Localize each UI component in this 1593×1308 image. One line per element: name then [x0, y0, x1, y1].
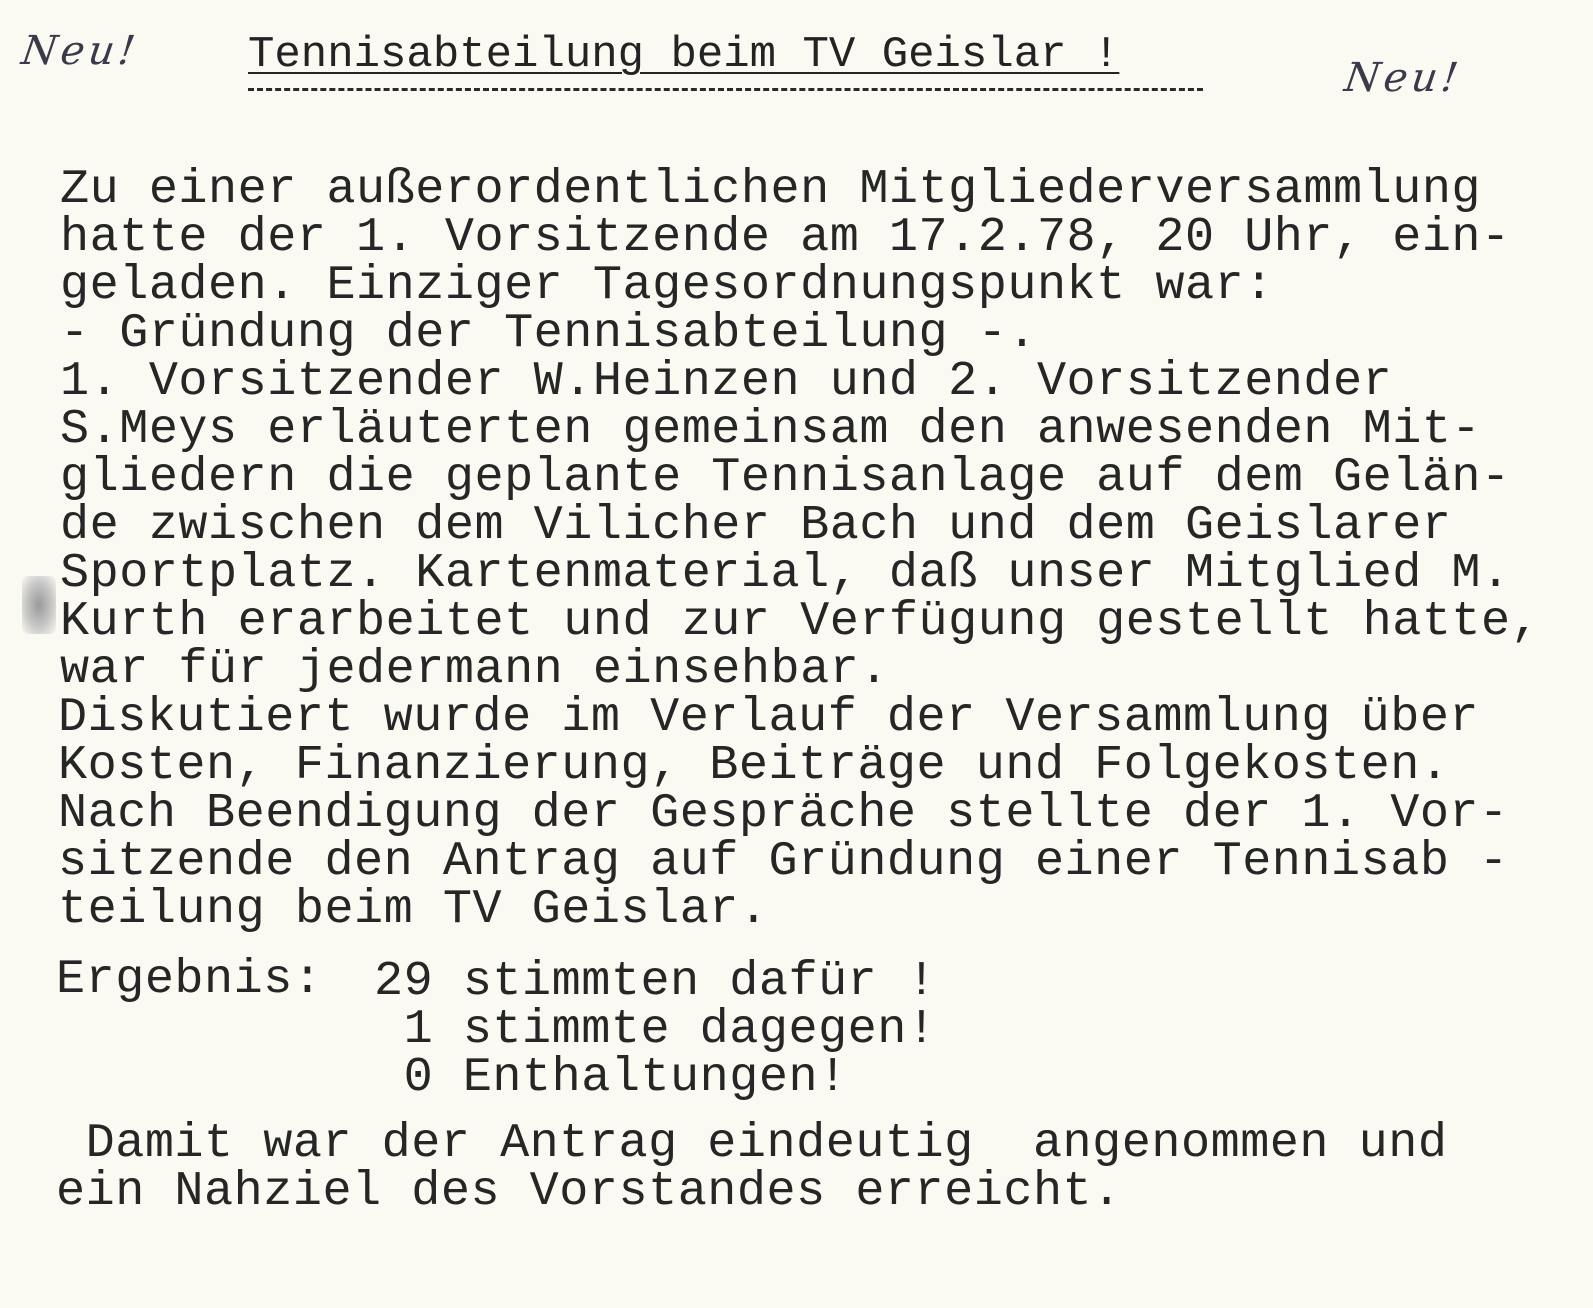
text-line: Kosten, Finanzierung, Beiträge und Folgekosten. — [58, 738, 1450, 793]
punch-hole-mark — [22, 576, 56, 634]
handwritten-note-left: Neu! — [18, 28, 142, 74]
result-line: 29 stimmten dafür ! — [374, 954, 937, 1009]
text-line: gliedern die geplante Tennisanlage auf dem Gelän- — [60, 450, 1511, 505]
text-line: 1. Vorsitzender W.Heinzen und 2. Vorsitzender — [60, 354, 1393, 409]
text-line: Sportplatz. Kartenmaterial, daß unser Mitglied M. — [60, 546, 1511, 601]
text-line: Diskutiert wurde im Verlauf der Versammlung über — [58, 690, 1480, 745]
document-title: Tennisabteilung beim TV Geislar ! — [248, 30, 1120, 80]
text-line: de zwischen dem Vilicher Bach und dem Geislarer — [60, 498, 1452, 553]
text-line: Zu einer außerordentlichen Mitgliederversammlung — [60, 162, 1482, 217]
text-line: Nach Beendigung der Gespräche stellte der 1. Vor- — [58, 786, 1509, 841]
text-line: sitzende den Antrag auf Gründung einer Tennisab - — [58, 834, 1509, 889]
text-line: - Gründung der Tennisabteilung -. — [60, 306, 1037, 361]
result-line: 1 stimmte dagegen! — [374, 1002, 937, 1057]
result-line: 0 Enthaltungen! — [374, 1050, 848, 1105]
text-line: S.Meys erläuterten gemeinsam den anwesenden Mit- — [60, 402, 1482, 457]
handwritten-note-right: Neu! — [1341, 55, 1465, 101]
title-dashed-underline — [248, 88, 1203, 91]
text-line: ein Nahziel des Vorstandes erreicht. — [56, 1164, 1122, 1219]
text-line: teilung beim TV Geislar. — [58, 882, 769, 937]
text-line: hatte der 1. Vorsitzende am 17.2.78, 20 Uhr, ein- — [60, 210, 1511, 265]
text-line: war für jedermann einsehbar. — [60, 642, 889, 697]
text-line: Kurth erarbeitet und zur Verfügung gestellt hatte, — [60, 594, 1541, 649]
text-line: geladen. Einziger Tagesordnungspunkt war: — [60, 258, 1274, 313]
result-label: Ergebnis: — [56, 952, 323, 1007]
text-line: Damit war der Antrag eindeutig angenommen und — [56, 1116, 1448, 1171]
